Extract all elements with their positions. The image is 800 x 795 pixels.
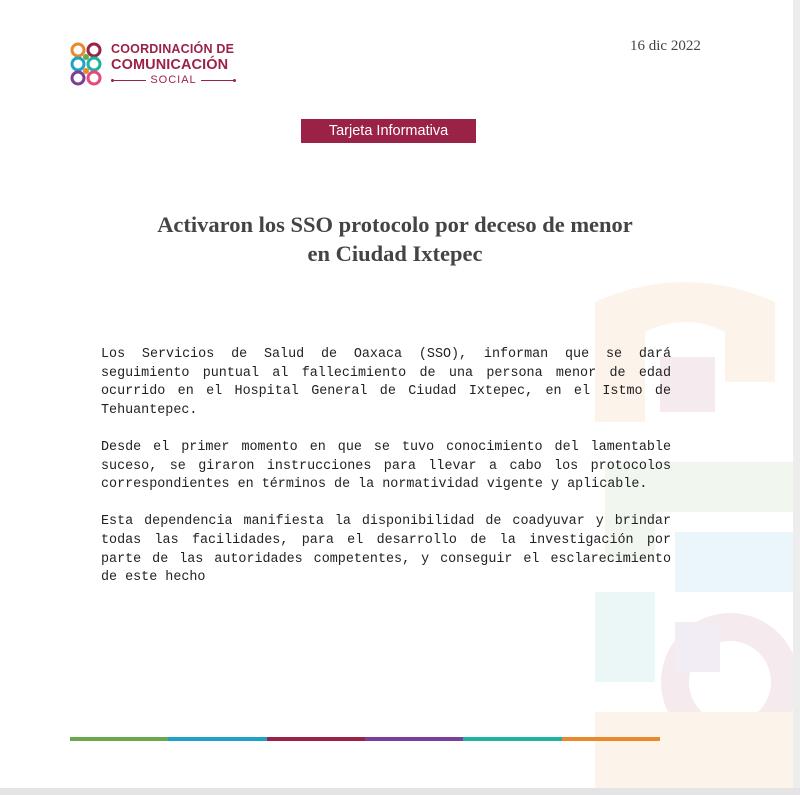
- body-paragraph: Desde el primer momento en que se tuvo conocimiento del lamentable suceso, se giraron instrucciones para llevar a cabo los protocolos correspondientes en términos de la normatividad vigente y aplicable.: [101, 439, 671, 493]
- logo-text-line1: COORDINACIÓN DE: [111, 42, 235, 56]
- body-text: [101, 346, 671, 606]
- document-date: 16 dic 2022: [630, 38, 701, 54]
- color-bar-segment: [70, 737, 168, 741]
- document-type-badge: Tarjeta Informativa: [301, 119, 476, 143]
- title-line-2: en Ciudad Ixtepec: [307, 241, 483, 266]
- color-bar-segment: [267, 737, 365, 741]
- color-bar-segment: [365, 737, 463, 741]
- logo-dot-right: [233, 79, 236, 82]
- logo-text-line2: COMUNICACIÓN: [111, 57, 229, 73]
- body-paragraph: Los Servicios de Salud de Oaxaca (SSO), informan que se dará seguimiento puntual al fallecimiento de una persona menor de edad ocurrido en el Hospital General de Ciudad Ixtepec, en el Istmo de Tehuantepec.: [101, 347, 671, 418]
- institution-logo: [68, 40, 248, 92]
- color-bar-segment: [168, 737, 266, 741]
- footer-color-bar: [70, 737, 660, 741]
- knot-logo-icon: [68, 40, 106, 90]
- logo-rule-left: [114, 80, 146, 81]
- color-bar-segment: [463, 737, 561, 741]
- page-title: [100, 210, 690, 268]
- title-line-1: Activaron los SSO protocolo por deceso de menor: [157, 212, 633, 237]
- body-paragraph: Esta dependencia manifiesta la disponibilidad de coadyuvar y brindar todas las facilidades, para el desarrollo de la investigación por parte de las autoridades competentes, y conseguir el esclarecimiento de este hecho: [101, 514, 671, 586]
- page-edge-right: [793, 0, 800, 795]
- logo-word-social: SOCIAL: [150, 74, 197, 86]
- logo-rule-right: [201, 80, 233, 81]
- page-edge-bottom: [0, 788, 800, 795]
- logo-text-line3: [111, 74, 236, 86]
- color-bar-segment: [562, 737, 660, 741]
